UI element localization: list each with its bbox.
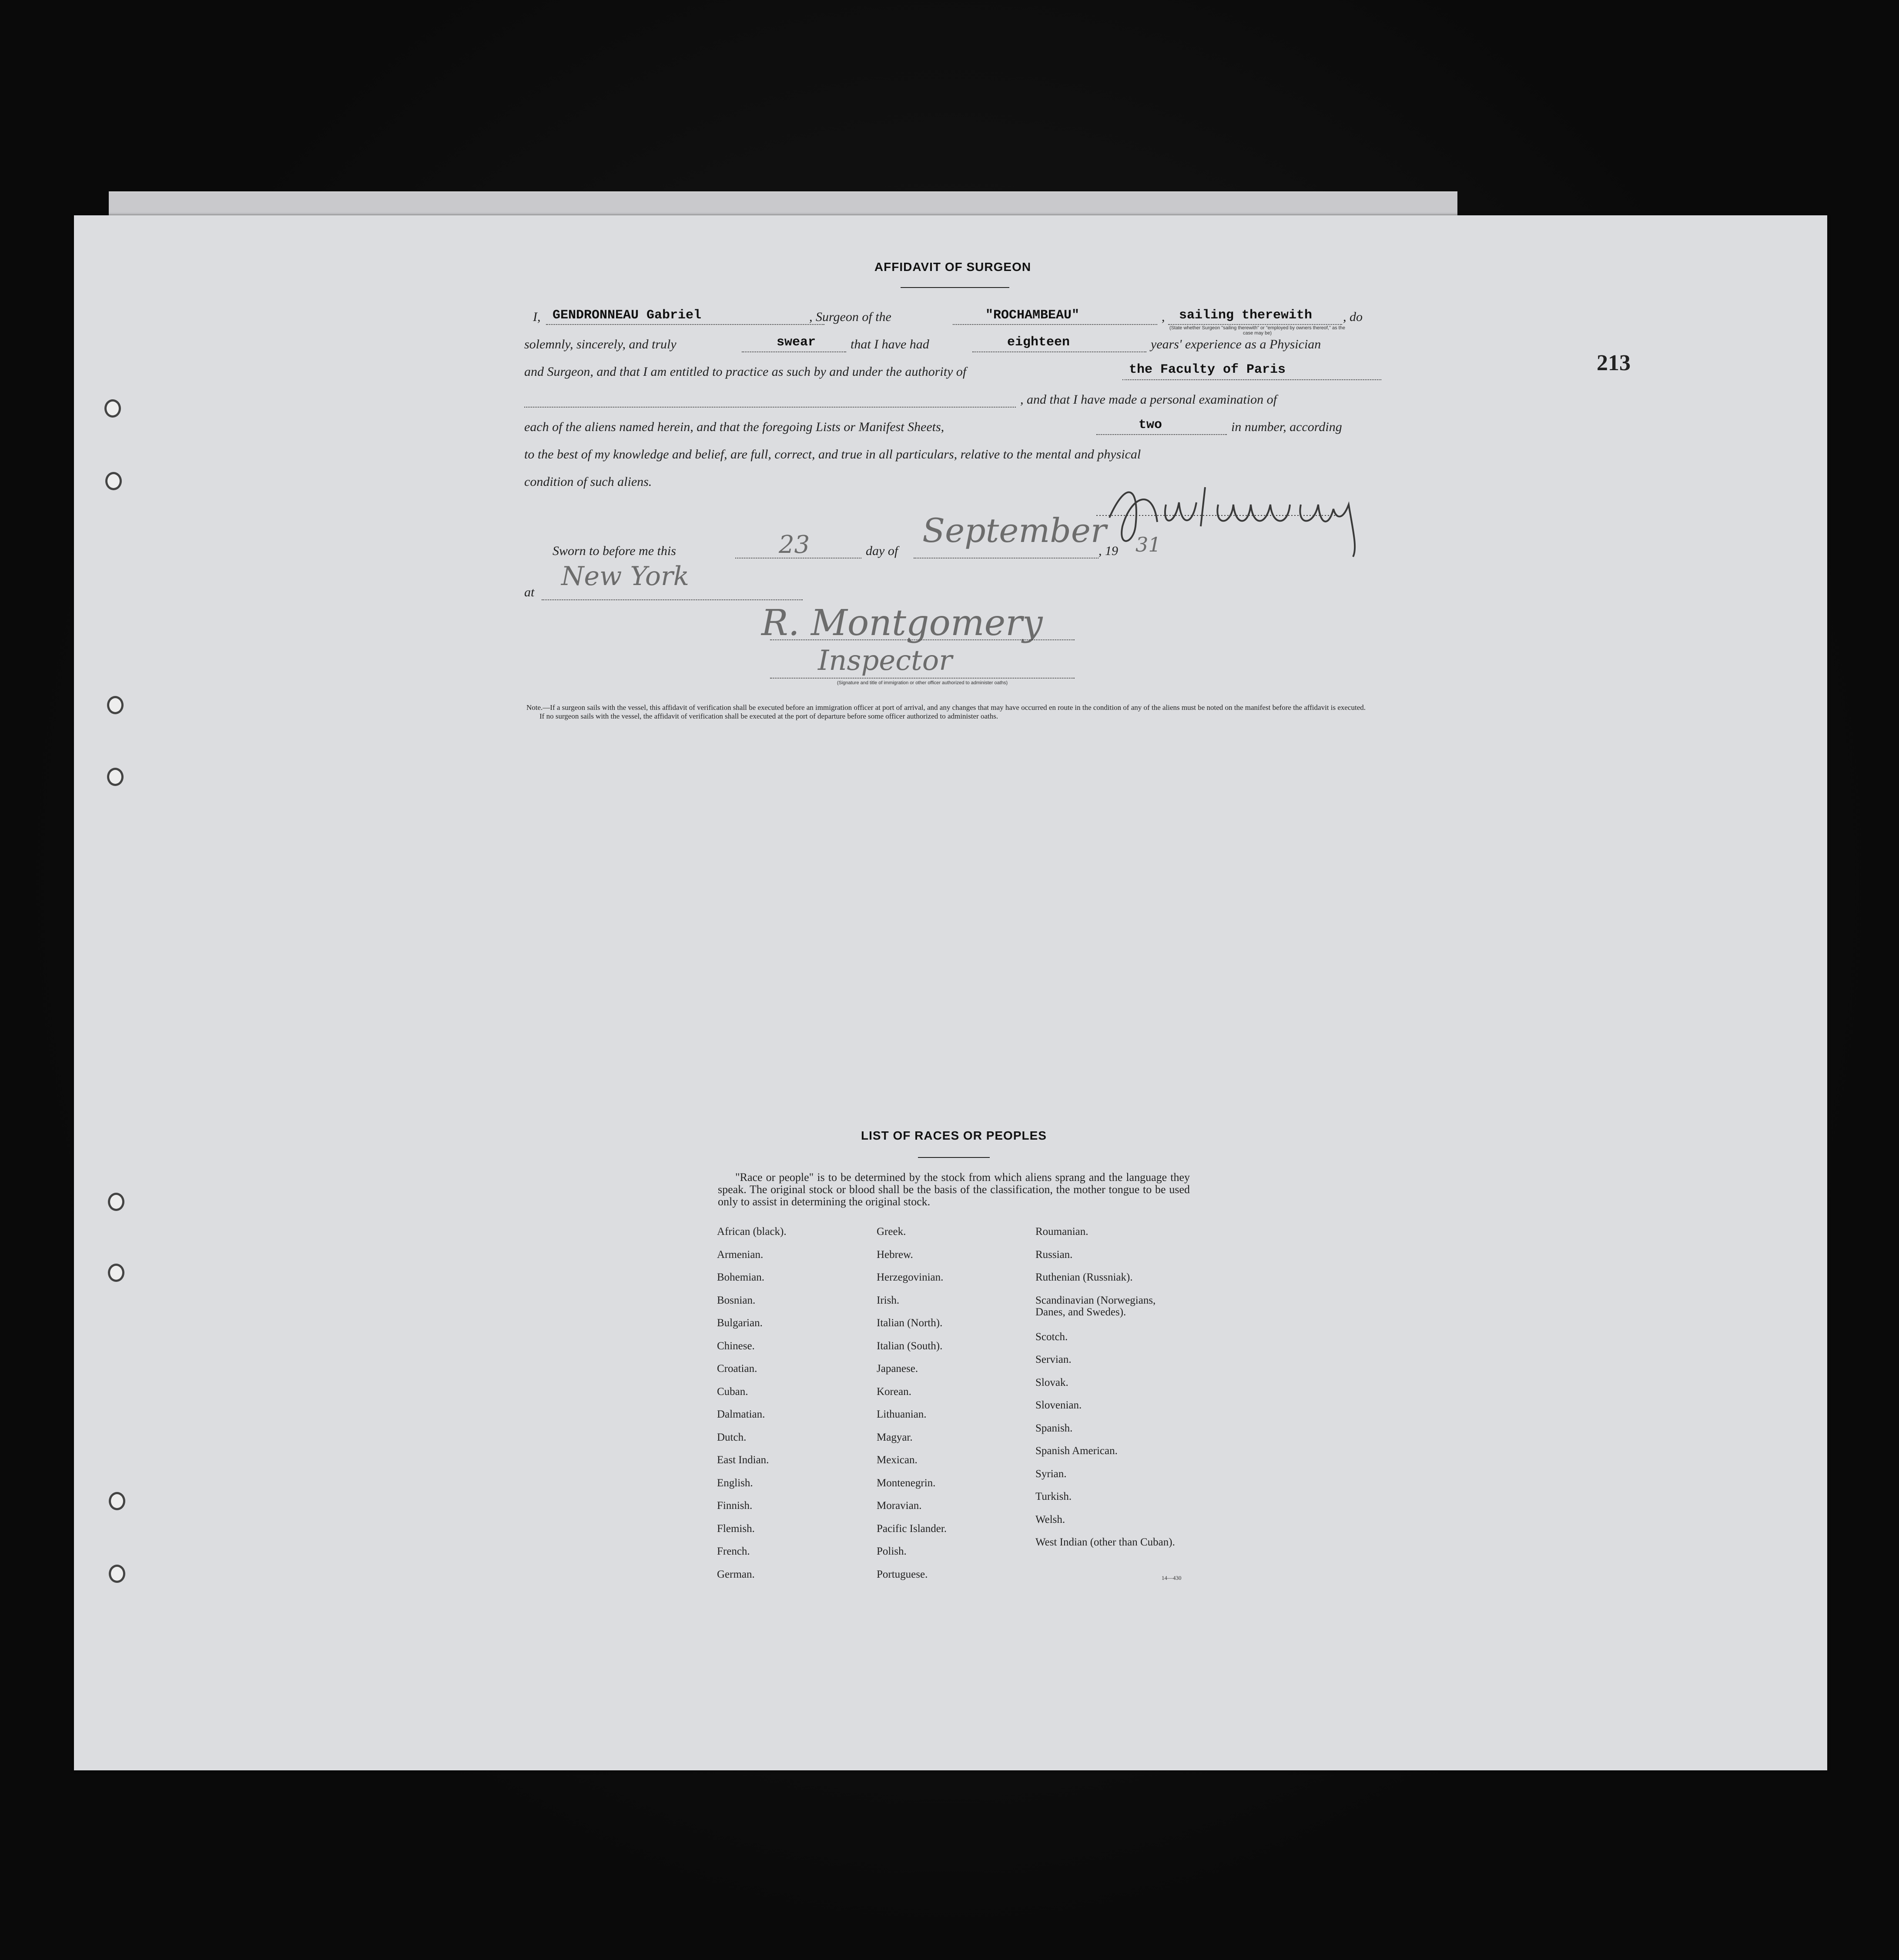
affidavit-line-6: to the best of my knowledge and belief, are full, correct, and true in all particulars, relative to the mental and physical [524,447,1141,462]
race-item: Roumanian. [1035,1226,1088,1238]
line1-surgeon-text: , Surgeon of the [809,310,891,324]
race-item: West Indian (other than Cuban). [1035,1536,1175,1548]
race-item: Flemish. [717,1522,755,1535]
race-item: East Indian. [717,1454,769,1466]
races-title: LIST OF RACES OR PEOPLES [861,1129,1047,1142]
race-item: Welsh. [1035,1513,1065,1525]
line1-do: , do [1343,310,1363,324]
race-item: Pacific Islander. [877,1522,947,1535]
surgeon-status: sailing therewith [1179,308,1313,323]
race-item: Mexican. [877,1454,918,1466]
race-item: Spanish American. [1035,1445,1118,1457]
race-item: Lithuanian. [877,1408,927,1420]
race-item: Bulgarian. [717,1317,763,1329]
race-item: Ruthenian (Russniak). [1035,1271,1133,1283]
race-item: Chinese. [717,1340,755,1352]
race-item: Finnish. [717,1500,753,1512]
race-item: Herzegovinian. [877,1271,944,1283]
race-item: Spanish. [1035,1422,1073,1434]
race-item: Italian (North). [877,1317,943,1329]
line2-had: that I have had [851,337,929,351]
at-label: at [524,585,535,599]
line1-pronoun: I, [533,310,541,324]
ship-name: "ROCHAMBEAU" [985,308,1080,323]
note-arrival: Note.—If a surgeon sails with the vessel, this affidavit of verification shall be executed before an immigration officer at port of arrival, and any changes that may have occurred en route in the condition of any of the aliens must be noted on the manifest before the affidavit is executed. [526,703,1366,712]
races-title-rule [918,1157,990,1158]
race-item: Bohemian. [717,1271,765,1283]
race-item: Servian. [1035,1354,1072,1365]
oath-type: swear [777,335,816,350]
binder-hole-icon [108,1193,124,1211]
race-item: Russian. [1035,1248,1073,1261]
line5-aliens-text: each of the aliens named herein, and that the foregoing Lists or Manifest Sheets, [524,420,944,434]
binder-hole-icon [108,1264,124,1282]
page-number: 213 [1597,351,1631,375]
race-item: Portuguese. [877,1568,928,1580]
race-item: Bosnian. [717,1294,756,1306]
line5-number-text: in number, according [1231,420,1342,434]
race-item: Slovenian. [1035,1399,1082,1411]
sworn-text: Sworn to before me this [553,544,676,558]
race-item: Scandinavian (Norwegians, Danes, and Swedes). [1035,1294,1156,1318]
race-item: French. [717,1545,750,1557]
line4-text: , and that I have made a personal examination of [1020,392,1277,407]
race-item: Irish. [877,1294,900,1306]
sworn-month: September [922,511,1107,550]
form-number: 14—430 [1162,1575,1182,1581]
surgeon-name: GENDRONNEAU Gabriel [553,308,702,323]
years-experience: eighteen [1007,335,1070,350]
officer-title: Inspector [818,645,952,677]
race-item: Turkish. [1035,1491,1072,1502]
race-item: Dutch. [717,1431,747,1443]
binder-hole-icon [107,768,124,786]
race-item: Korean. [877,1385,911,1398]
races-intro: "Race or people" is to be determined by the stock from which aliens sprang and the language they speak. The original stock or blood shall be the basis of the classification, the mother tongue to be used only to assist in determining the original stock. [718,1171,1190,1208]
race-item: Hebrew. [877,1248,913,1261]
note-departure: If no surgeon sails with the vessel, the affidavit of verification shall be executed at the port of departure before some officer authorized to administer oaths. [539,712,998,720]
race-item: Polish. [877,1545,907,1557]
binder-hole-icon [109,1565,125,1583]
race-item: Moravian. [877,1500,922,1512]
race-item: English. [717,1477,753,1489]
line1-comma: , [1162,310,1165,324]
binder-hole-icon [105,472,122,490]
sworn-day: 23 [779,531,810,559]
sworn-day-of: day of [866,544,898,558]
licensing-authority: the Faculty of Paris [1129,362,1286,377]
officer-signature: R. Montgomery [761,602,1043,644]
line3-authority-text: and Surgeon, and that I am entitled to practice as such by and under the authority of [524,365,967,379]
binder-hole-icon [109,1492,125,1510]
race-item: Italian (South). [877,1340,943,1352]
race-item: Dalmatian. [717,1408,765,1420]
line2-years: years' experience as a Physician [1151,337,1321,351]
affidavit-line-7: condition of such aliens. [524,475,652,489]
race-item: Greek. [877,1226,906,1238]
sworn-place: New York [561,561,689,592]
sworn-year: 31 [1135,533,1161,556]
race-item: Cuban. [717,1385,748,1398]
sworn-year-prefix: , 19 [1099,544,1118,558]
race-item: Scotch. [1035,1331,1068,1343]
race-item: Syrian. [1035,1468,1067,1480]
binder-hole-icon [104,399,121,418]
race-item: Japanese. [877,1363,918,1375]
line2-solemnly: solemnly, sincerely, and truly [524,337,677,351]
race-item: Croatian. [717,1363,757,1375]
race-item: Armenian. [717,1248,764,1261]
title-rule [901,287,1009,288]
affidavit-title: AFFIDAVIT OF SURGEON [874,260,1032,274]
manifest-sheet-count: two [1139,418,1162,432]
race-item: Montenegrin. [877,1477,936,1489]
signature-caption: (Signature and title of immigration or other officer authorized to administer oaths) [837,680,1008,686]
race-item: Slovak. [1035,1376,1068,1388]
race-item: African (black). [717,1226,787,1238]
binder-hole-icon [107,696,124,714]
affidavit-note [526,703,1383,721]
race-item: Magyar. [877,1431,913,1443]
status-note: (State whether Surgeon "sailing therewith" or "employed by owners thereof," as the case may be) [1169,325,1345,336]
race-item: German. [717,1568,755,1580]
